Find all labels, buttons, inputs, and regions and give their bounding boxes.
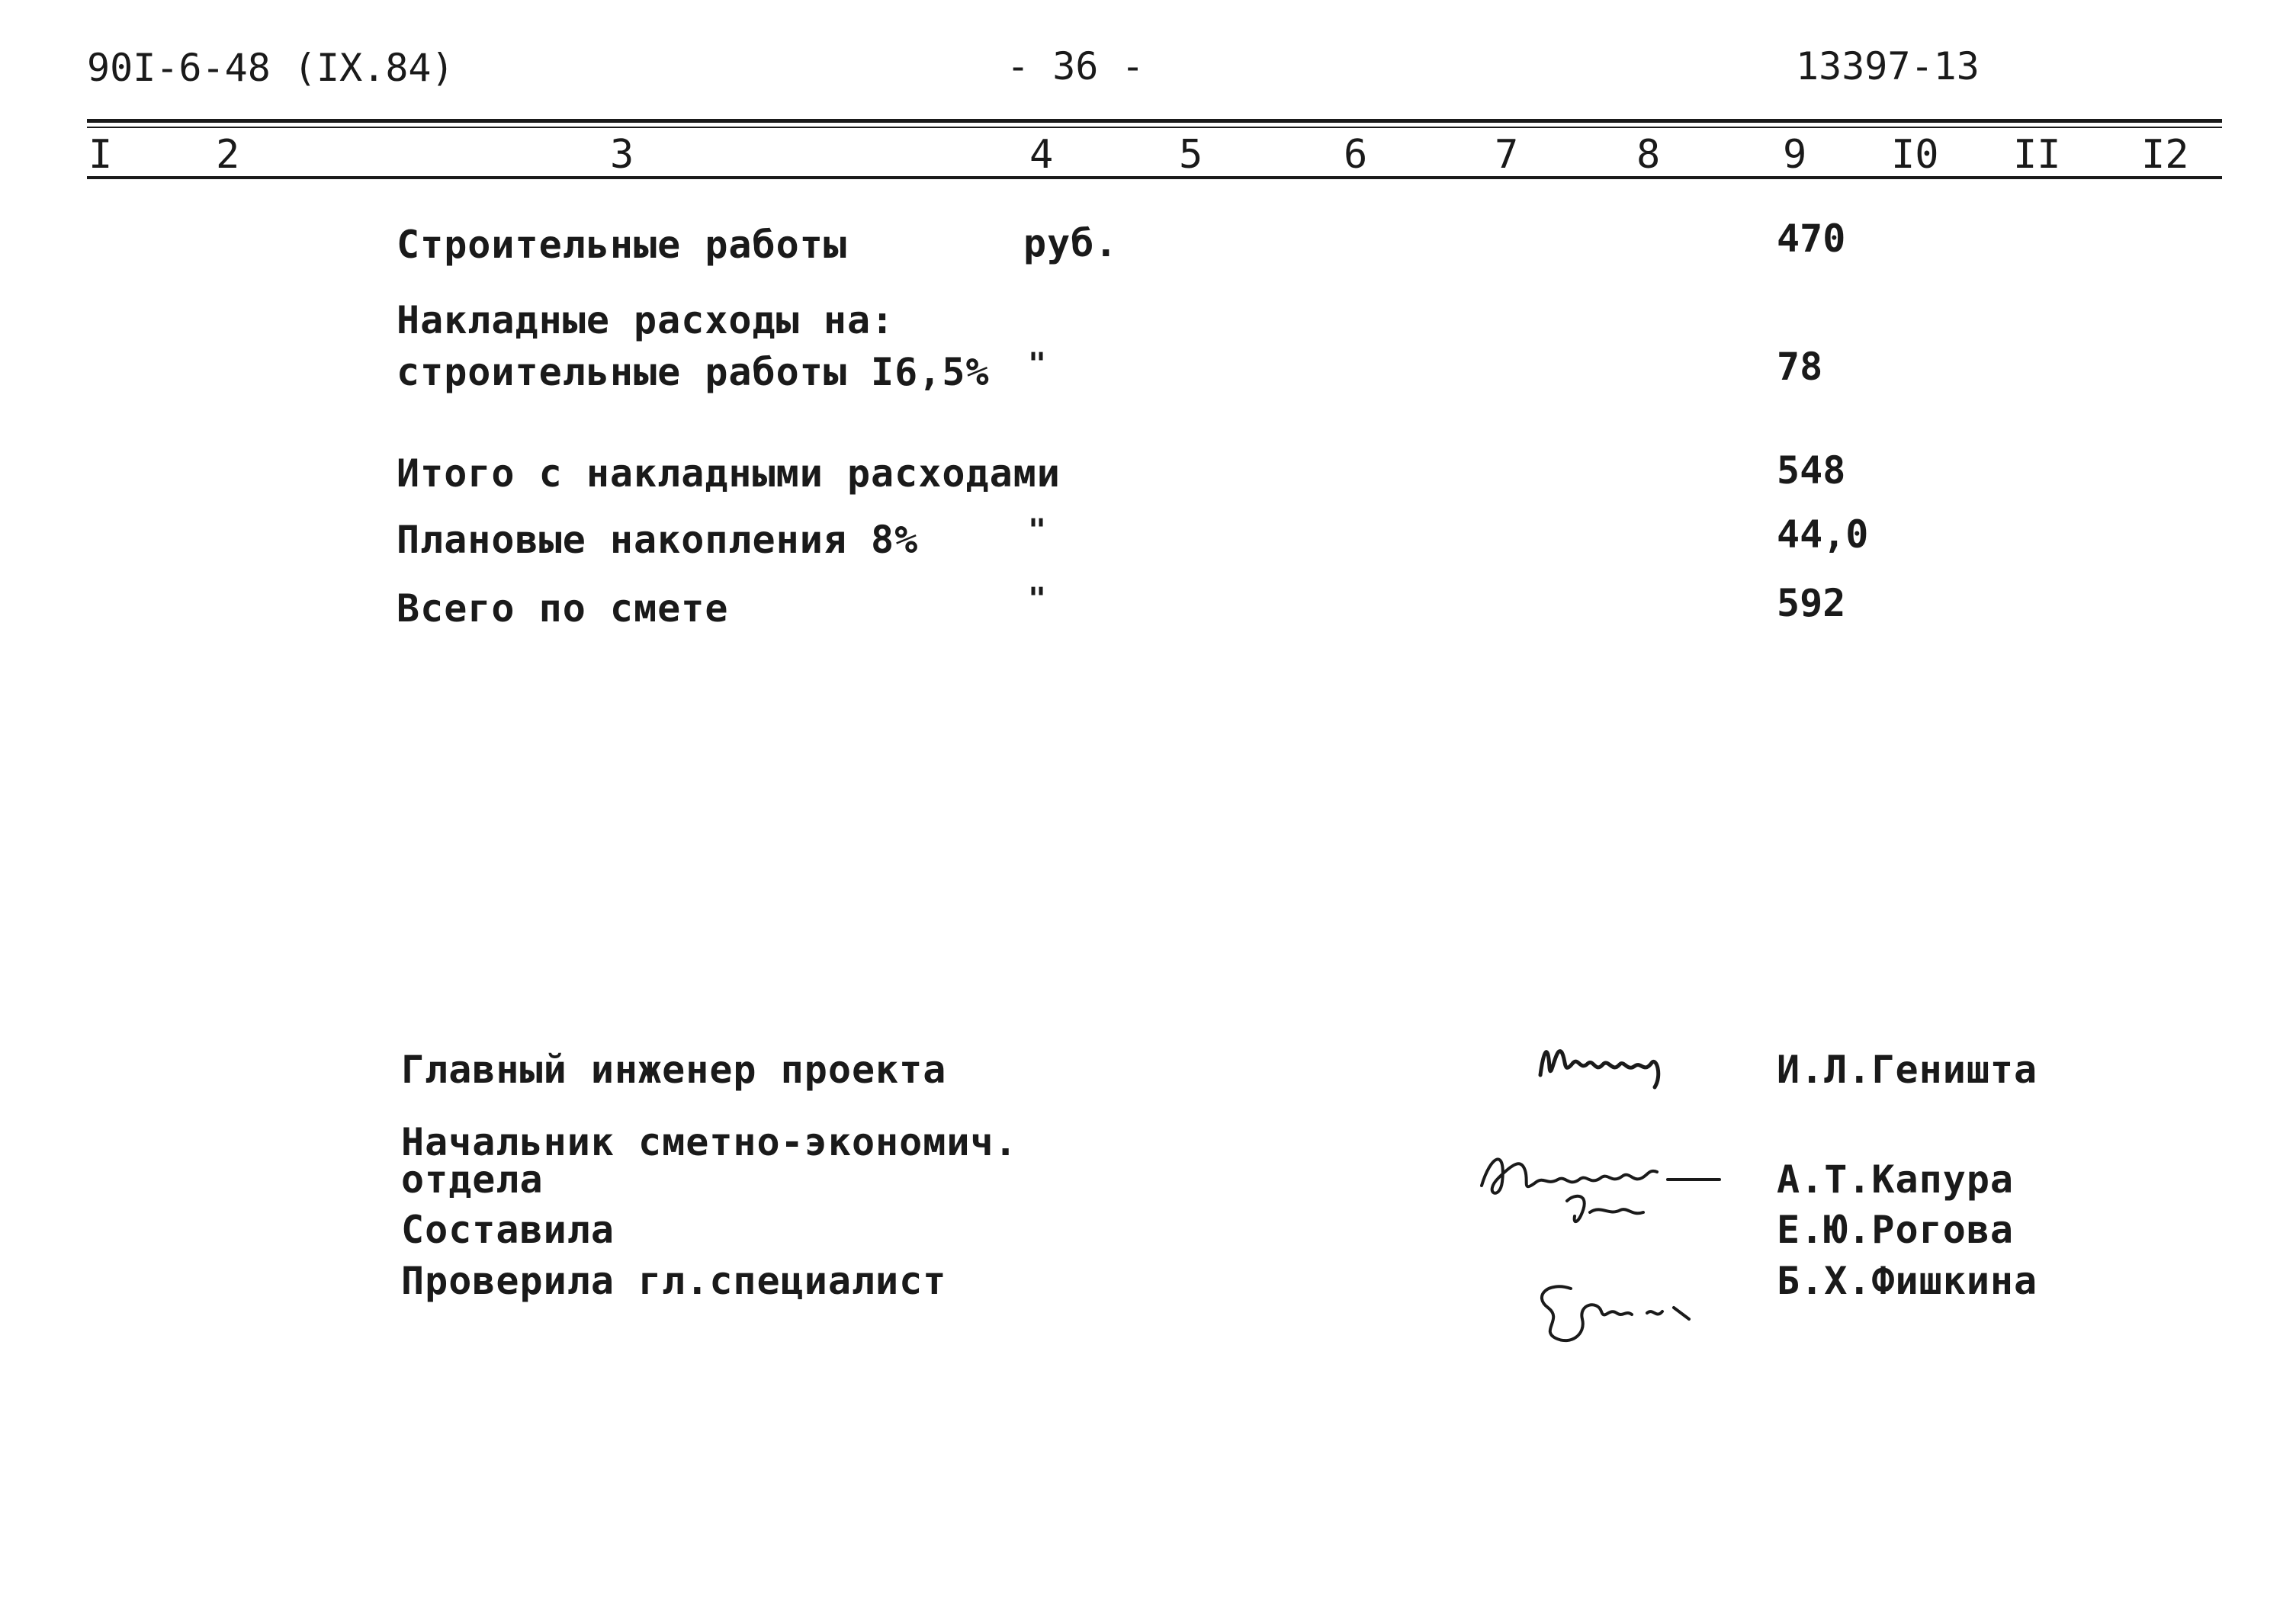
row-value: 470 (1777, 217, 1846, 261)
signatory-name: Е.Ю.Рогова (1777, 1208, 2015, 1252)
row-value: 548 (1777, 448, 1846, 493)
signatory-name: А.Т.Капура (1777, 1157, 2015, 1202)
handwritten-signature (1525, 1266, 1708, 1357)
page-number: - 36 - (1007, 44, 1145, 88)
column-number: I0 (1891, 132, 1939, 178)
handwritten-signature (1468, 1140, 1742, 1231)
column-number: 8 (1636, 132, 1661, 178)
column-number: 3 (610, 132, 634, 178)
signatory-role: Составила (401, 1208, 615, 1252)
row-value: 78 (1777, 345, 1823, 389)
row-label: Всего по смете (397, 586, 729, 631)
row-value: 44,0 (1777, 512, 1869, 557)
document-code: 90I-6-48 (IX.84) (87, 46, 454, 90)
row-label: Итого с накладными расходами (397, 451, 1061, 496)
column-number: 9 (1783, 132, 1807, 178)
sheet-number: 13397-13 (1796, 44, 1980, 88)
row-unit: " (1028, 347, 1047, 382)
signatory-role: Проверила гл.специалист (401, 1259, 947, 1303)
column-number: 5 (1179, 132, 1203, 178)
column-number: 6 (1344, 132, 1368, 178)
row-label: Плановые накопления 8% (397, 518, 919, 562)
column-number: II (2013, 132, 2061, 178)
row-label-line1: Накладные расходы на: (397, 298, 895, 342)
column-number: I2 (2141, 132, 2189, 178)
row-unit: " (1028, 513, 1047, 548)
column-number: 4 (1029, 132, 1054, 178)
column-number: 2 (216, 132, 240, 178)
row-unit: " (1028, 582, 1047, 617)
signatory-name: Б.Х.Фишкина (1777, 1259, 2038, 1303)
row-label: Строительные работы (397, 223, 847, 267)
signatory-name: И.Л.Геништа (1777, 1048, 2038, 1092)
row-unit: руб. (1023, 221, 1119, 265)
signatory-role-line2: отдела (401, 1157, 544, 1202)
header-top-rule (87, 119, 2222, 123)
signatory-role-line1: Начальник сметно-экономич. (401, 1120, 1018, 1164)
row-label: строительные работы I6,5% (397, 350, 990, 394)
header-top-rule-thin (87, 127, 2222, 128)
column-number: I (88, 132, 113, 178)
column-number: 7 (1495, 132, 1519, 178)
signatory-role: Главный инженер проекта (401, 1048, 947, 1092)
handwritten-signature (1533, 1029, 1685, 1098)
row-value: 592 (1777, 581, 1846, 625)
